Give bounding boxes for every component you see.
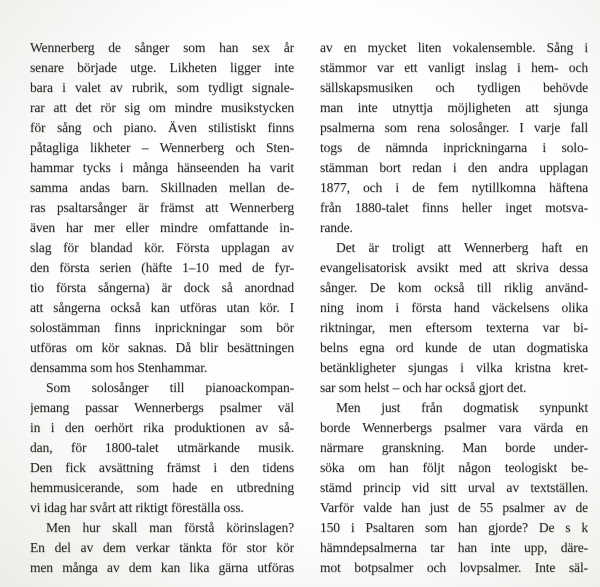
text-line: samma andas barn. Skillnaden mellan de- xyxy=(30,180,294,195)
text-line: dan, för 1800-talet utmärkande musik. xyxy=(30,440,294,455)
text-line: hammar tycks i många hänseenden ha varit xyxy=(30,160,294,175)
text-line: togs de nämnda inprickningarna i solo- xyxy=(320,140,588,155)
text-line: Wennerberg de sånger som han sex år xyxy=(30,40,294,55)
text-line: ning inom i första hand väckelsens olika xyxy=(320,300,588,315)
text-line: av en mycket liten vokalensemble. Sång i xyxy=(320,40,588,55)
text-line: rande. xyxy=(320,220,353,235)
text-line: belns egna ord kunde de utan dogmatiska xyxy=(320,340,588,355)
text-line: solostämman finns inprickningar som bör xyxy=(30,320,294,335)
text-line: utföras om kör saknas. Då blir besättningen xyxy=(30,340,294,355)
text-line: hämndepsalmerna tar han inte upp, däre- xyxy=(320,540,588,555)
text-line: sånger. De kom också till riklig använd- xyxy=(320,280,588,295)
text-line: Men just från dogmatisk synpunkt xyxy=(336,400,588,415)
text-line: psalmerna som rena solosånger. I varje fall xyxy=(320,120,588,135)
text-line: hemmusicerande, som hade en utbredning xyxy=(30,480,294,495)
text-line: Det är troligt att Wennerberg haft en xyxy=(336,240,588,255)
text-column-left xyxy=(30,38,294,578)
text-line: för sång och piano. Även stilistiskt finns xyxy=(30,120,294,135)
text-line: riktningar, men eftersom texterna var bi- xyxy=(320,320,588,335)
text-line: mot botpsalmer och lovpsalmer. Inte säl- xyxy=(320,560,588,575)
text-line: Den fick avsättning främst i den tidens xyxy=(30,460,294,475)
text-line: söka om han följt någon teologiskt be- xyxy=(320,460,588,475)
text-line: sällskapsmusiken och tydligen behövde xyxy=(320,80,588,95)
text-line: slag för blandad kör. Första upplagan av xyxy=(30,240,294,255)
text-line: man inte utnyttja möjligheten att sjunga xyxy=(320,100,588,115)
text-line: densamma som hos Stenhammar. xyxy=(30,360,208,375)
text-line: från 1880-talet finns heller inget motsva- xyxy=(320,200,588,215)
text-line: 1877, och i de fem nytillkomna häftena xyxy=(320,180,588,195)
text-line: Varför valde han just de 55 psalmer av de xyxy=(320,500,588,515)
text-line: men många av dem kan lika gärna utföras xyxy=(30,560,294,575)
text-line: betänkligheter sjungas i vilka kristna kret- xyxy=(320,360,588,375)
text-line: jemang passar Wennerbergs psalmer väl xyxy=(30,400,294,415)
text-line: sar som helst – och har också gjort det. xyxy=(320,380,527,395)
text-line: senare började utge. Likheten ligger inte xyxy=(30,60,294,75)
text-line: att sångerna också kan utföras utan kör. I xyxy=(30,300,294,315)
text-line: 150 i Psaltaren som han gjorde? De s k xyxy=(320,520,588,535)
text-line: vi idag har svårt att riktigt föreställa oss. xyxy=(30,500,244,515)
text-line: påtagliga likheter – Wennerberg och Sten- xyxy=(30,140,294,155)
text-column-right xyxy=(320,38,588,578)
text-line: En del av dem verkar tänkta för stor kör xyxy=(30,540,294,555)
text-line: stämman bort redan i den andra upplagan xyxy=(320,160,588,175)
text-line: bara i valet av rubrik, som tydligt signale- xyxy=(30,80,294,95)
text-line: tio första sångerna) är dock så anordnad xyxy=(30,280,294,295)
text-line: även har mer eller mindre omfattande in- xyxy=(30,220,294,235)
text-line: in i den oerhört rika produktionen av så- xyxy=(30,420,294,435)
text-line: evangelisatorisk avsikt med att skriva dessa xyxy=(320,260,588,275)
text-line: rar att det rör sig om mindre musikstycken xyxy=(30,100,294,115)
text-line: stämmor var ett vanligt inslag i hem- och xyxy=(320,60,588,75)
text-line: den första serien (häfte 1–10 med de fyr- xyxy=(30,260,294,275)
text-line: närmare granskning. Man borde under- xyxy=(320,440,588,455)
text-line: Som solosånger till pianoackompan- xyxy=(46,380,294,395)
text-line: borde Wennerbergs psalmer vara värda en xyxy=(320,420,588,435)
text-line: Men hur skall man förstå körinslagen? xyxy=(46,520,294,535)
text-line: ras psaltarsånger är främst att Wennerberg xyxy=(30,200,294,215)
text-line: stämd princip vid sitt urval av textställen. xyxy=(320,480,588,495)
